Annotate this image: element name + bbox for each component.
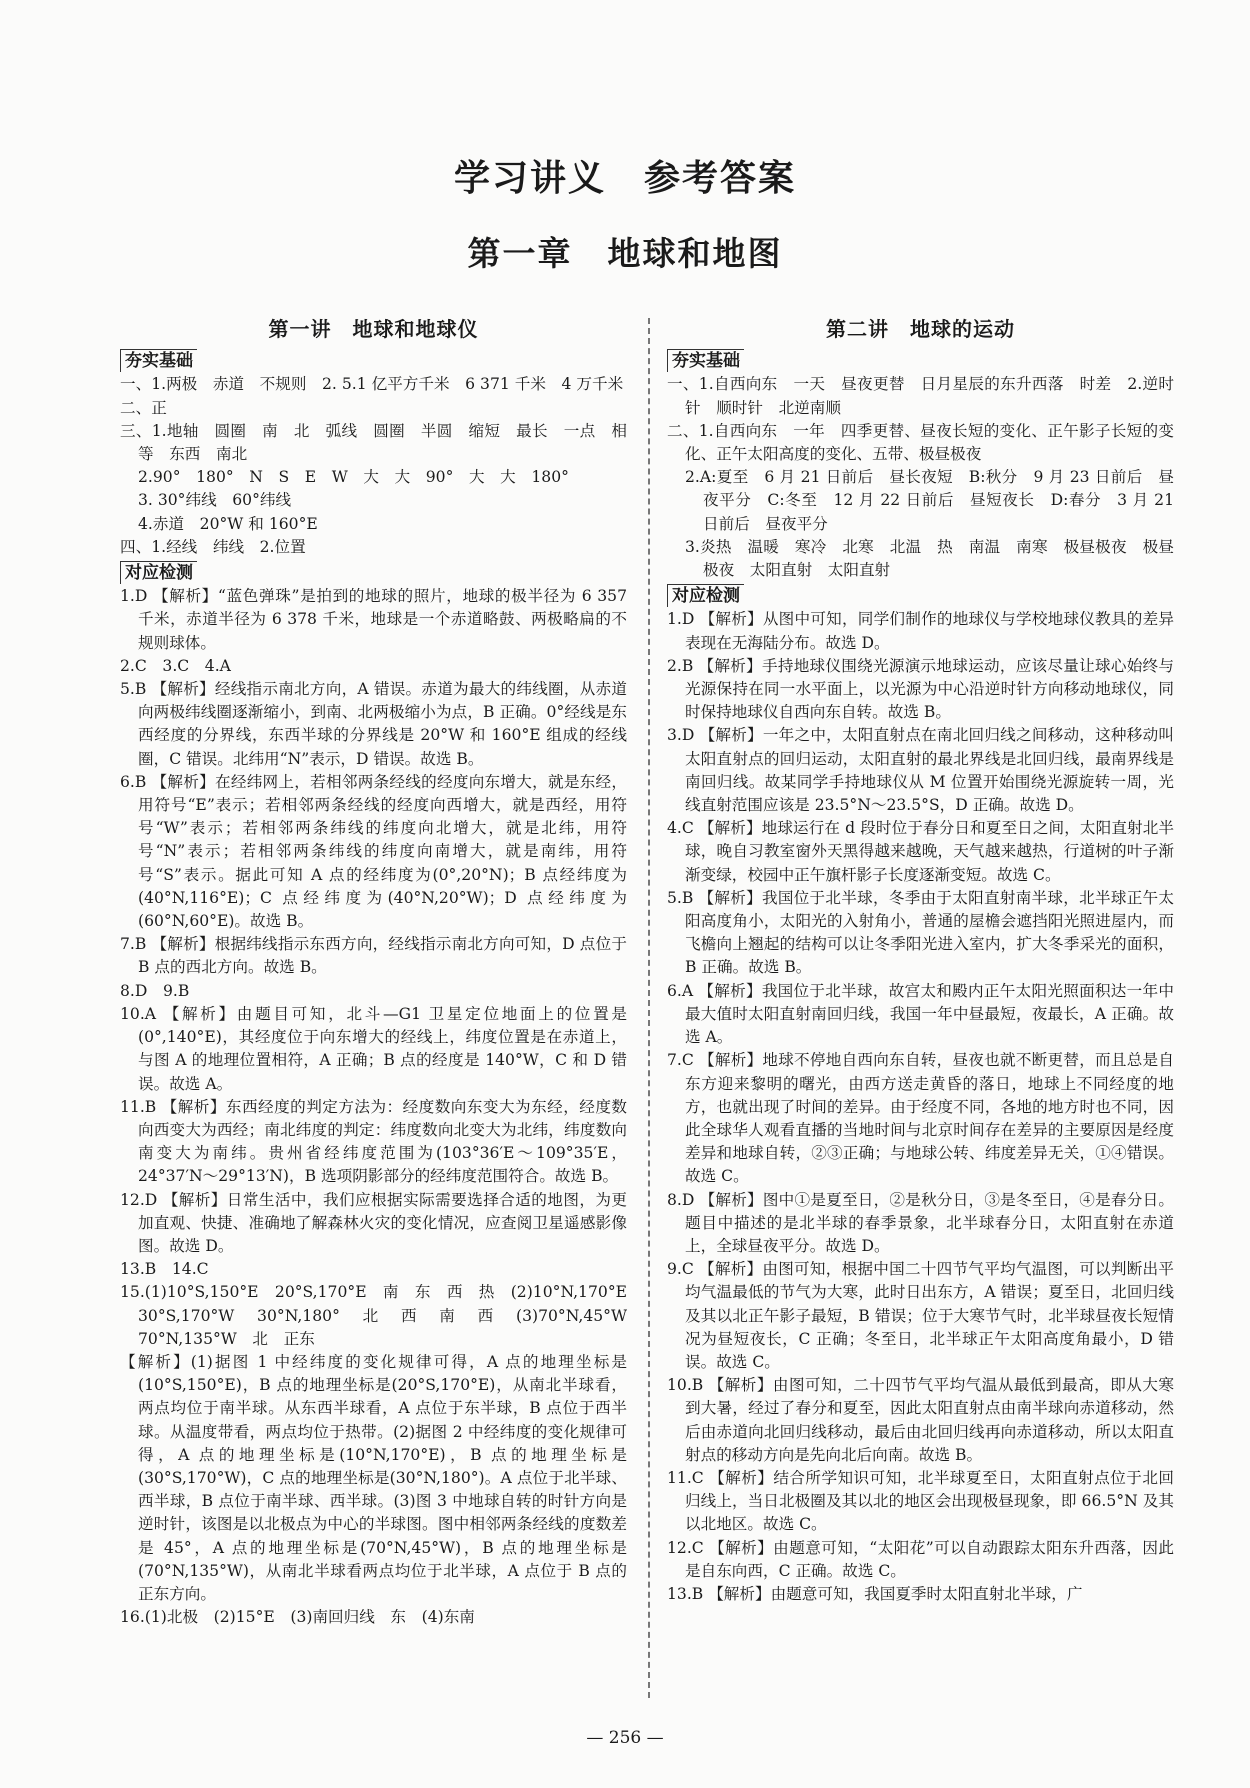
answer-item: 11.B 【解析】东西经度的判定方法为：经度数向东变大为东经，经度数向西变大为西经；南北纬度的判定：纬度数向北变大为北纬，纬度数向南变大为南纬。贵州省经纬度范围为(103°36′E～109°35′E，24°37′N～29°13′N)，B 选项阴影部分的经纬度范围符合。故选 B。: [120, 1097, 627, 1186]
answer-item: 13.B 14.C: [120, 1260, 209, 1279]
answers-list-2: [667, 608, 1174, 1606]
basics-item: 二、正: [120, 398, 167, 417]
basics-item: 四、1.经线 纬线 2.位置: [120, 537, 306, 556]
answer-item: 6.A 【解析】我国位于北半球，故宫太和殿内正午太阳光照面积达一年中最大值时太阳直射南回归线，我国一年中昼最短，夜最长，A 正确。故选 A。: [667, 981, 1174, 1047]
answer-item: 2.B 【解析】手持地球仪围绕光源演示地球运动，应该尽量让球心始终与光源保持在同一水平面上，以光源为中心沿逆时针方向移动地球仪，同时保持地球仪自西向东自转。故选 B。: [667, 656, 1174, 722]
lecture-title-1: 第一讲 地球和地球仪: [268, 317, 479, 341]
basics-item: 3.炎热 温暖 寒冷 北寒 北温 热 南温 南寒 极昼极夜 极昼极夜 太阳直射 太阳直射: [685, 537, 1174, 580]
answers-list-1: [120, 585, 643, 1629]
page-number: [0, 1728, 1250, 1748]
answer-item: 2.C 3.C 4.A: [120, 656, 231, 675]
lecture-title-2: 第二讲 地球的运动: [826, 317, 1015, 341]
basics-item: 4.赤道 20°W 和 160°E: [138, 514, 318, 533]
basics-item: 2.A:夏至 6 月 21 日前后 昼长夜短 B:秋分 9 月 23 日前后 昼夜平分 C:冬至 12 月 22 日前后 昼短夜长 D:春分 3 月 21 日前后 昼夜平分: [685, 468, 1174, 533]
answer-item: 7.C 【解析】地球不停地自西向东自转，昼夜也就不断更替，而且总是自东方迎来黎明的曙光，由西方送走黄昏的落日，地球上不同经度的地方，也就出现了时间的差异。由于经度不同，各地的地方时也不同，因此全球华人观看直播的当地时间与北京时间存在差异的主要原因是经度差异和地球自转，②③正确；与地球公转、纬度差异无关，①④错误。故选 C。: [667, 1051, 1174, 1186]
answer-item: 1.D 【解析】“蓝色弹珠”是拍到的地球的照片，地球的极半径为 6 357 千米，赤道半径为 6 378 千米，地球是一个赤道略鼓、两极略扁的不规则球体。: [120, 587, 627, 652]
answer-item: 5.B 【解析】我国位于北半球，冬季由于太阳直射南半球，北半球正午太阳高度角小，太阳光的入射角小，普通的屋檐会遮挡阳光照进屋内，而飞檐向上翘起的结构可以让冬季阳光进入室内，扩大冬季采光的面积，B 正确。故选 B。: [667, 888, 1174, 977]
right-column: [667, 312, 1174, 1702]
basics-item: 一、1.两极 赤道 不规则 2. 5.1 亿平方千米 6 371 千米 4 万千米: [120, 375, 624, 394]
answer-item: 6.B 【解析】在经纬网上，若相邻两条经线的经度向东增大，就是东经，用符号“E”表示；若相邻两条经线的经度向西增大，就是西经，用符号“W”表示；若相邻两条纬线的纬度向北增大，就是北纬，用符号“N”表示；若相邻两条纬线的纬度向南增大，就是南纬，用符号“S”表示。据此可知 A 点的经纬度为(0°,20°N)；B 点经纬度为(40°N,116°E)；C 点经纬度为(40°N,20°W)；D 点经纬度为(60°N,60°E)。故选 B。: [120, 772, 627, 931]
answer-item: 1.D 【解析】从图中可知，同学们制作的地球仪与学校地球仪教具的差异表现在无海陆分布。故选 D。: [667, 610, 1174, 652]
left-column: [120, 312, 643, 1702]
section-label-check-1: 对应检测: [120, 561, 197, 584]
answer-explanation: 【解析】(1)据图 1 中经纬度的变化规律可得，A 点的地理坐标是(10°S,150°E)，B 点的地理坐标是(20°S,170°E)，从南北半球看，两点均位于南半球。从东西半球看，A 点位于东半球，B 点位于西半球。从温度带看，两点均位于热带。(2)据图 2 中经纬度的变化规律可得，A 点的地理坐标是(10°N,170°E)，B 点的地理坐标是(30°S,170°W)，C 点的地理坐标是(30°N,180°)。A 点位于北半球、西半球，B 点位于南半球、西半球。(3)图 3 中地球自转的时针方向是逆时针，该图是以北极点为中心的半球图。图中相邻两条经线的度数差是 45°，A 点的地理坐标是(70°N,45°W)，B 点的地理坐标是(70°N,135°W)，从南北半球看两点均位于北半球，A 点位于 B 点的正东方向。: [120, 1352, 627, 1603]
basics-item: 3. 30°纬线 60°纬线: [138, 491, 292, 510]
basics-item: 二、1.自西向东 一年 四季更替、昼夜长短的变化、正午影子长短的变化、正午太阳高度的变化、五带、极昼极夜: [667, 421, 1174, 464]
answer-item: 3.D 【解析】一年之中，太阳直射点在南北回归线之间移动，这种移动叫太阳直射点的回归运动，太阳直射的最北界线是北回归线，最南界线是南回归线。故某同学手持地球仪从 M 位置开始围绕光源旋转一周，光线直射范围应该是 23.5°N～23.5°S，D 正确。故选 D。: [667, 726, 1174, 815]
section-label-basics-1: 夯实基础: [120, 349, 197, 372]
answer-item: 12.C 【解析】由题意可知，“太阳花”可以自动跟踪太阳东升西落，因此是自东向西，C 正确。故选 C。: [667, 1538, 1174, 1580]
basics-item: 三、1.地轴 圆圈 南 北 弧线 圆圈 半圆 缩短 最长 一点 相等 东西 南北: [120, 421, 627, 464]
answer-item: 10.A 【解析】由题目可知，北斗—G1 卫星定位地面上的位置是(0°,140°E)，其经度位于向东增大的经线上，纬度位置是在赤道上，与图 A 的地理位置相符，A 正确；B 点的经度是 140°W，C 和 D 错误。故选 A。: [120, 1004, 627, 1093]
answer-item: 12.D 【解析】日常生活中，我们应根据实际需要选择合适的地图，为更加直观、快捷、准确地了解森林火灾的变化情况，应查阅卫星遥感影像图。故选 D。: [120, 1190, 627, 1255]
chapter-title: 第一章 地球和地图: [467, 234, 783, 273]
basics-item: 2.90° 180° N S E W 大 大 90° 大 大 180°: [138, 468, 569, 487]
answer-item: 5.B 【解析】经线指示南北方向，A 错误。赤道为最大的纬线圈，从赤道向两极纬线圈逐渐缩小，到南、北两极缩小为点，B 正确。0°经线是东西经度的分界线，东西半球的分界线是 20°W 和 160°E 组成的经线圈，C 错误。北纬用“N”表示，D 错误。故选 B。: [120, 680, 627, 768]
section-label-basics-2: 夯实基础: [667, 349, 744, 372]
answer-item: 9.C 【解析】由图可知，根据中国二十四节气平均气温图，可以判断出平均气温最低的节气为大寒，此时日出东方，A 错误；夏至日，北回归线及其以北正午影子最短，B 错误；位于大寒节气时，北半球昼夜长短情况为昼短夜长，C 正确；冬至日，北半球正午太阳高度角最小，D 错误。故选 C。: [667, 1260, 1174, 1371]
page-number-text: — 256 —: [586, 1728, 664, 1748]
answer-item: 8.D 9.B: [120, 981, 190, 1000]
column-divider: [648, 318, 650, 1698]
page-title: 学习讲义 参考答案: [453, 157, 796, 199]
basics-list-1: [120, 373, 627, 559]
basics-item: 一、1.自西向东 一天 昼夜更替 日月星辰的东升西落 时差 2.逆时针 顺时针 北逆南顺: [667, 375, 1174, 417]
answer-item: 7.B 【解析】根据纬线指示东西方向，经线指示南北方向可知，D 点位于 B 点的西北方向。故选 B。: [120, 935, 627, 977]
answer-item: 13.B 【解析】由题意可知，我国夏季时太阳直射北半球，广: [667, 1584, 1083, 1603]
answer-item: 11.C 【解析】结合所学知识可知，北半球夏至日，太阳直射点位于北回归线上，当日北极圈及其以北的地区会出现极昼现象，即 66.5°N 及其以北地区。故选 C。: [667, 1468, 1174, 1534]
answer-item: 15.(1)10°S,150°E 20°S,170°E 南 东 西 热 (2)10°N,170°E 30°S,170°W 30°N,180° 北 西 南 西 (3)70°N,45°W 70°N,135°W 北 正东: [120, 1283, 643, 1348]
answer-item: 16.(1)北极 (2)15°E (3)南回归线 东 (4)东南: [120, 1608, 475, 1627]
answer-item: 8.D 【解析】图中①是夏至日，②是秋分日，③是冬至日，④是春分日。题目中描述的是北半球的春季景象，北半球春分日，太阳直射在赤道上，全球昼夜平分。故选 D。: [667, 1190, 1174, 1255]
basics-list-2: [667, 373, 1174, 582]
answer-item: 4.C 【解析】地球运行在 d 段时位于春分日和夏至日之间，太阳直射北半球，晚自习教室窗外天黑得越来越晚，天气越来越热，行道树的叶子渐渐变绿，校园中正午旗杆影子长度逐渐变短。故选 C。: [667, 819, 1174, 884]
answer-item: 10.B 【解析】由图可知，二十四节气平均气温从最低到最高，即从大寒到大暑，经过了春分和夏至，因此太阳直射点由南半球向赤道移动，然后由赤道向北回归线移动，最后由北回归线再向赤道移动，所以太阳直射点的移动方向是先向北后向南。故选 B。: [667, 1376, 1174, 1464]
section-label-check-2: 对应检测: [667, 584, 744, 607]
